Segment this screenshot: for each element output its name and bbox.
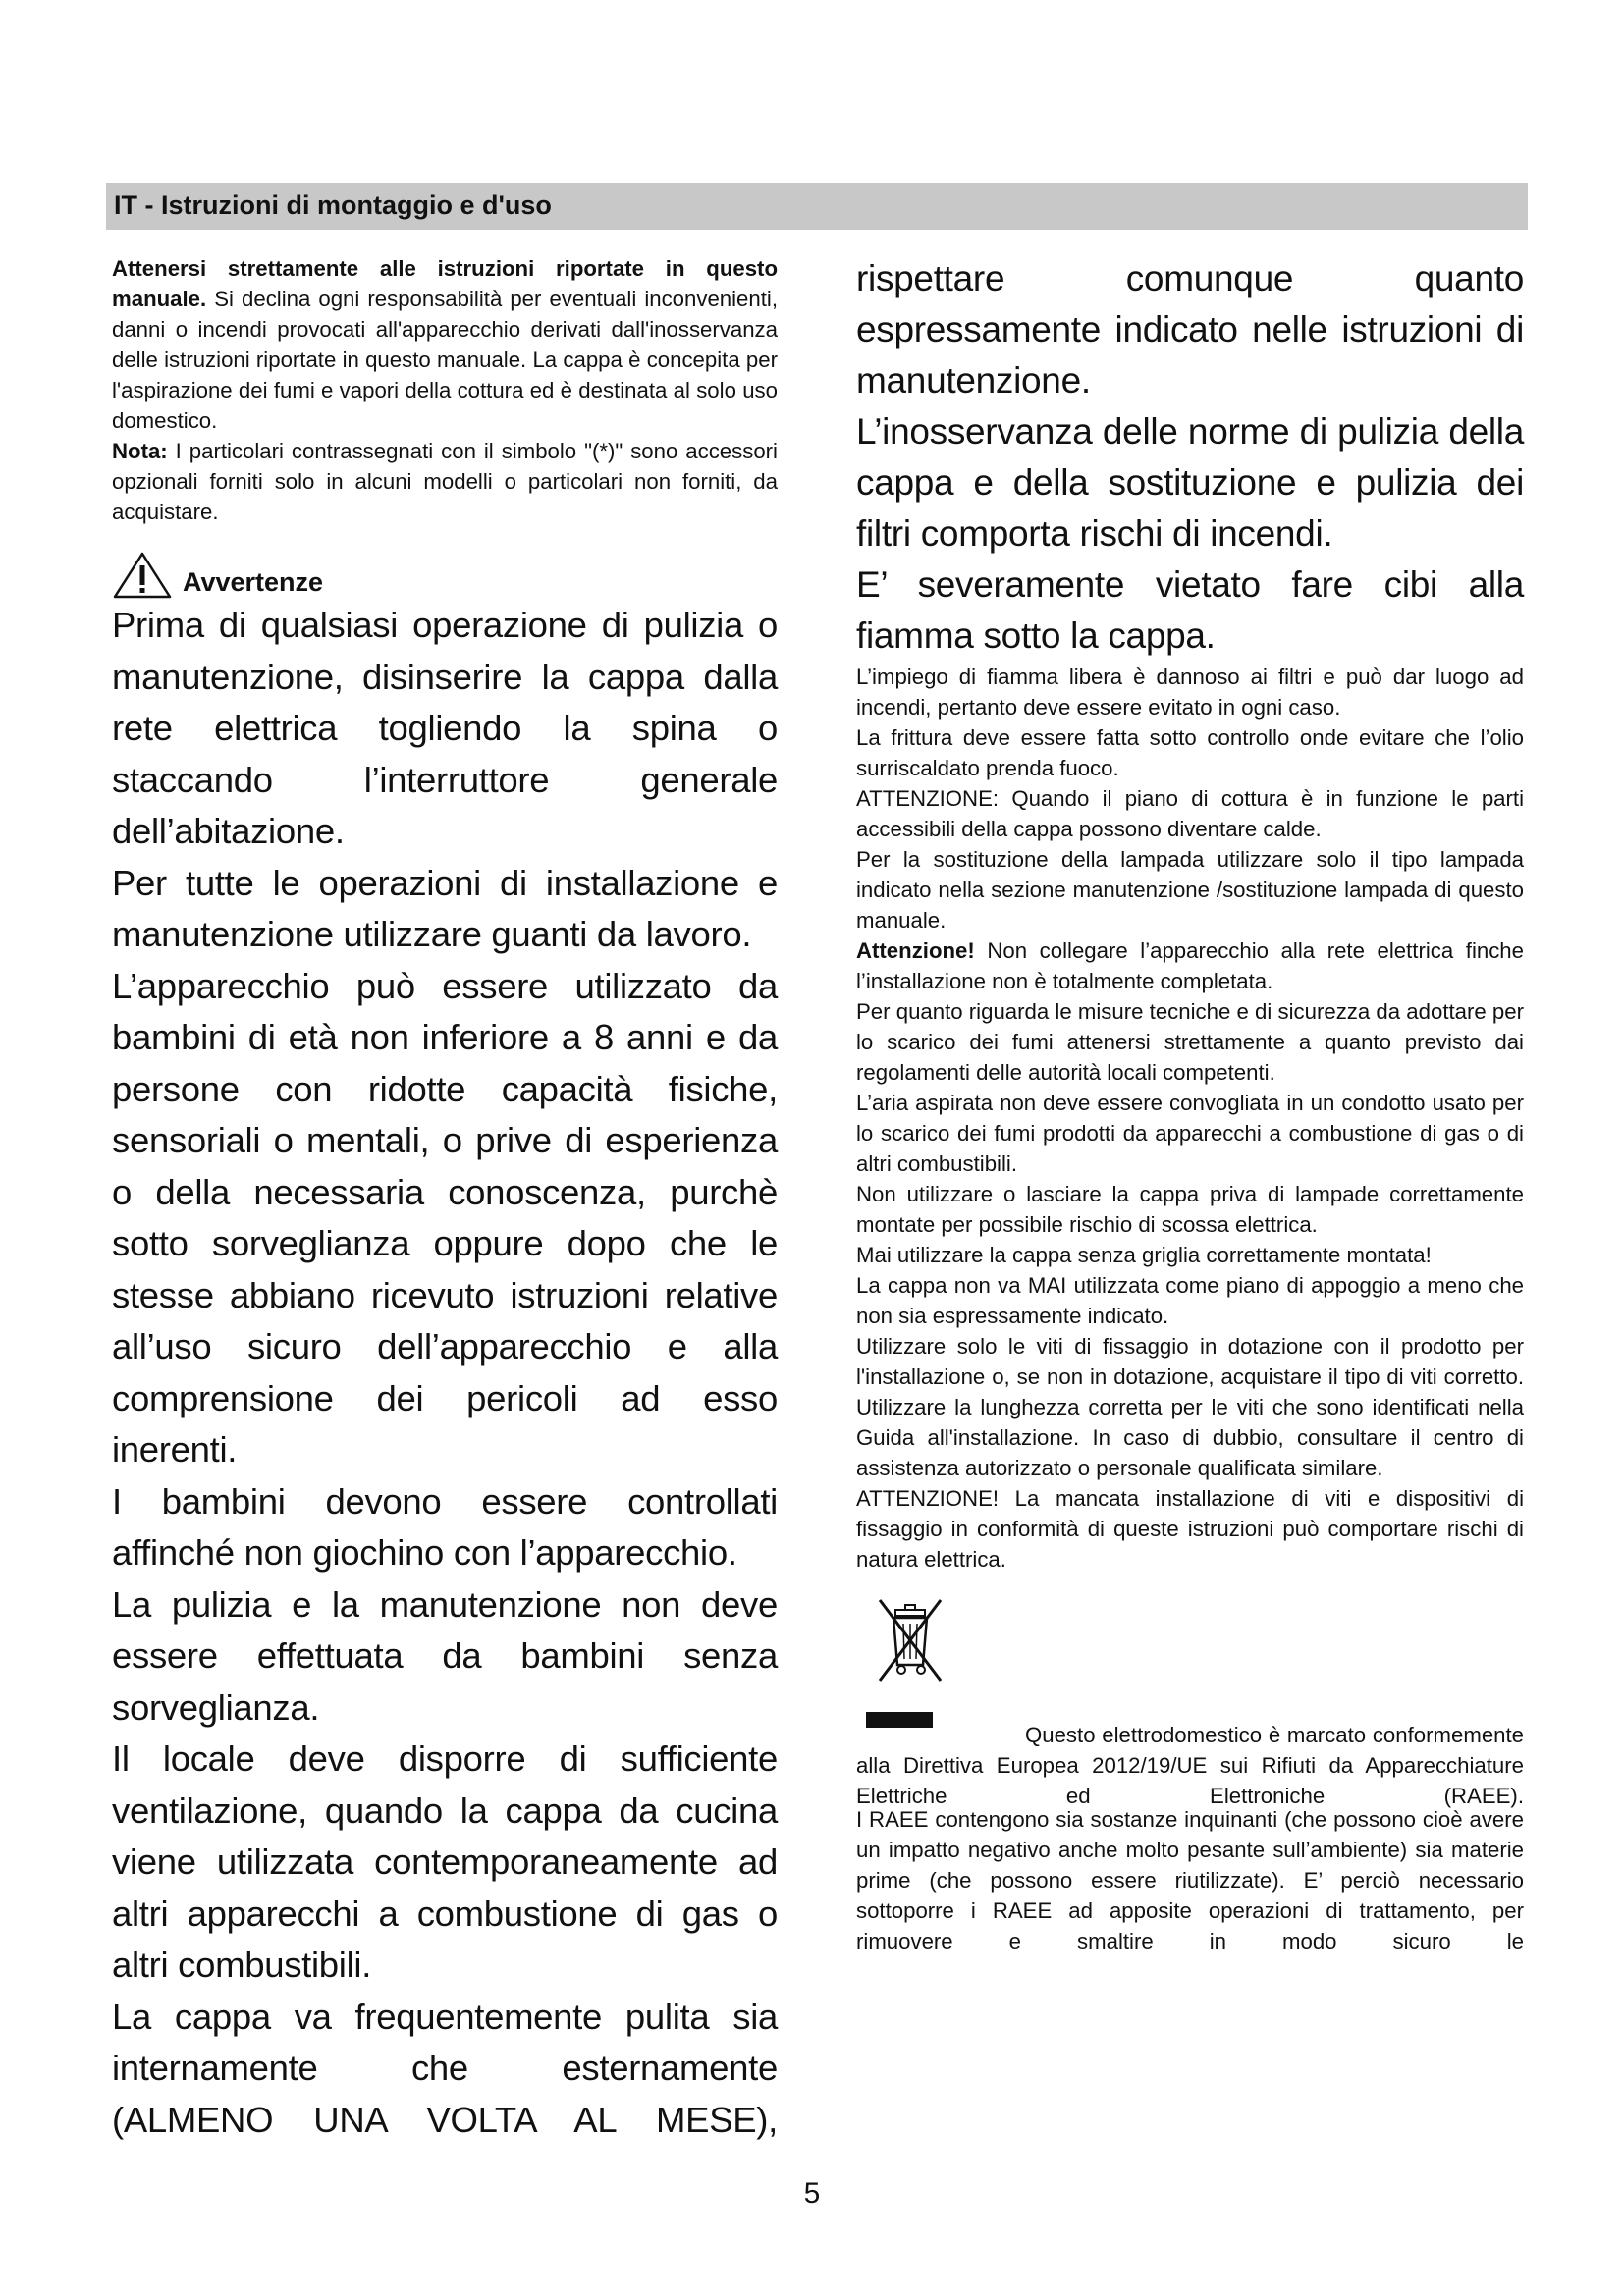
attention-label: Attenzione! [856,938,975,963]
left-column [112,253,778,2146]
safety-paragraph: ATTENZIONE! La mancata installazione di viti e dispositivi di fissaggio in conformità di queste istruzioni può comportare rischi di natura elettrica. [856,1486,1524,1572]
safety-paragraph: Mai utilizzare la cappa senza griglia correttamente montata! [856,1243,1432,1267]
page-number: 5 [803,2177,821,2210]
warning-paragraph: Per tutte le operazioni di installazione e manutenzione utilizzare guanti da lavoro. [112,862,778,954]
intro-paragraph [112,253,778,436]
intro-bold-text: Attenersi strettamente alle istruzioni riportate in questo manuale. [112,256,778,311]
raee-paragraph: I RAEE contengono sia sostanze inquinanti (che possono cioè avere un impatto negativo anche molto pesante sull’ambiente) sia materie prime (che possono essere riutilizzate). E’ perciò necessario sottoporre i RAEE ad apposite operazioni di trattamento, per rimuovere e smaltire in modo sicuro le [856,1807,1524,1953]
warning-paragraph: La pulizia e la manutenzione non deve essere effettuata da bambini senza sorveglianza. [112,1583,778,1728]
safety-paragraph: Per quanto riguarda le misure tecniche e di sicurezza da adottare per lo scarico dei fumi attenersi strettamente a quanto previsto dai regolamenti delle autorità locali competenti. [856,999,1524,1085]
warning-triangle-icon [112,551,173,600]
safety-paragraph: L’impiego di fiamma libera è dannoso ai filtri e può dar luogo ad incendi, pertanto deve essere evitato in ogni caso. [856,665,1524,720]
safety-paragraph: Utilizzare solo le viti di fissaggio in dotazione con il prodotto per l'installazione o, se non in dotazione, acquistare il tipo di viti corretto. Utilizzare la lunghezza corretta per le viti che sono identificati nella Guida all'installazione. In caso di dubbio, consultare il centro di assistenza autorizzato o personale qualificata similare. [856,1334,1524,1480]
warning-heading [112,543,778,600]
warning-paragraph: rispettare comunque quanto espressamente indicato nelle istruzioni di manutenzione. [856,258,1524,400]
warning-label: Avvertenze [183,567,324,597]
raee-paragraph: Questo elettrodomestico è marcato conformemente alla Direttiva Europea 2012/19/UE sui Rifiuti da Apparecchiature Elettriche ed Elettroniche (RAEE). [856,1723,1524,1808]
right-column [856,253,1524,1956]
section-header-bar [106,183,1528,230]
warning-paragraph: Prima di qualsiasi operazione di pulizia o manutenzione, disinserire la cappa dalla rete elettrica togliendo la spina o staccando l’interruttore generale dell’abitazione. [112,605,778,851]
warning-paragraph: La cappa va frequentemente pulita sia internamente che esternamente (ALMENO UNA VOLTA AL MESE), [112,1996,778,2140]
warning-paragraph: L’apparecchio può essere utilizzato da bambini di età non inferiore a 8 anni e da persone con ridotte capacità fisiche, sensoriali o mentali, o prive di esperienza o della necessaria conoscenza, purchè sotto sorveglianza oppure dopo che le stesse abbiano ricevuto istruzioni relative all’uso sicuro dell’apparecchio e alla comprensione dei pericoli ad esso inerenti. [112,965,778,1469]
nota-label: Nota: [112,439,168,463]
warning-paragraph: E’ severamente vietato fare cibi alla fiamma sotto la cappa. [856,564,1524,656]
nota-paragraph [112,436,778,527]
warning-paragraph: Il locale deve disporre di sufficiente ventilazione, quando la cappa da cucina viene utilizzata contemporaneamente ad altri apparecchi a combustione di gas o altri combustibili. [112,1738,778,1985]
crossed-out-bin-icon [876,1596,947,1690]
section-title: IT - Istruzioni di montaggio e d'uso [114,190,552,220]
safety-paragraph: ATTENZIONE: Quando il piano di cottura è in funzione le parti accessibili della cappa possono diventare calde. [856,786,1524,841]
safety-paragraph [856,935,1524,996]
safety-paragraph: La frittura deve essere fatta sotto controllo onde evitare che l’olio surriscaldato prenda fuoco. [856,725,1524,780]
intro-text: Si declina ogni responsabilità per eventuali inconvenienti, danni o incendi provocati all'apparecchio derivati dall'inosservanza delle istruzioni riportate in questo manuale. La cappa è concepita per l'aspirazione dei fumi e vapori della cottura ed è destinata al solo uso domestico. [112,287,778,433]
nota-text: I particolari contrassegnati con il simbolo "(*)" sono accessori opzionali forniti solo in alcuni modelli o particolari non forniti, da acquistare. [112,439,778,524]
safety-paragraph: Non utilizzare o lasciare la cappa priva di lampade correttamente montate per possibile rischio di scossa elettrica. [856,1182,1524,1237]
safety-paragraph: L’aria aspirata non deve essere convogliata in un condotto usato per lo scarico dei fumi prodotti da apparecchi a combustione di gas o di altri combustibili. [856,1091,1524,1176]
warning-paragraph: L’inosservanza delle norme di pulizia della cappa e della sostituzione e pulizia dei filtri comporta rischi di incendi. [856,411,1524,554]
attention-text: Non collegare l’apparecchio alla rete elettrica finche l’installazione non è totalmente completata. [856,938,1524,993]
safety-paragraph: La cappa non va MAI utilizzata come piano di appoggio a meno che non sia espressamente indicato. [856,1273,1524,1328]
warning-paragraph: I bambini devono essere controllati affinché non giochino con l’apparecchio. [112,1480,778,1573]
weee-section [856,1596,1524,1808]
safety-paragraph: Per la sostituzione della lampada utilizzare solo il tipo lampada indicato nella sezione manutenzione /sostituzione lampada di questo manuale. [856,847,1524,933]
